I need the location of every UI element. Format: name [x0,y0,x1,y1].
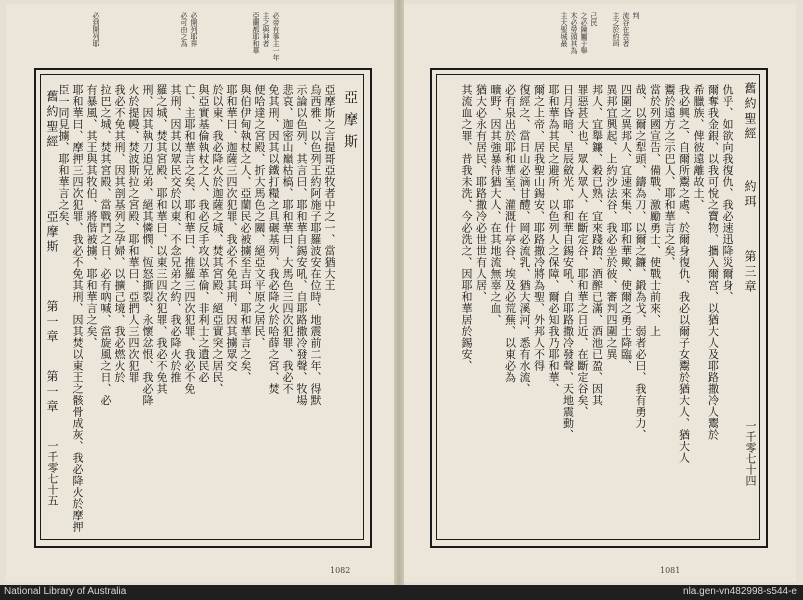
left-column: 於以東、我必降火於迦薩之城、焚其宮殿、絕亞實突之居民、 [211,84,224,395]
right-column: 曠野、因其強暴待猶大人、在其地流無辜之血、 [489,84,502,326]
right-column: 邦人、宜舉鐮、穀已熟、宜來踐踏、酒醡已滿、酒池已盈、因其 [590,84,604,406]
right-note-5: 木必勞頭其為 [570,12,578,54]
left-chapter-label: 第一章 [45,300,59,345]
right-note-1: 主之於約珥 [612,12,620,47]
left-column: 亡、主耶和華言之矣、耶和華曰、推羅三四次犯罪、我必不免 [183,84,196,395]
right-column: 仇乎、如欲向我復仇、我必速迅降災爾身、 [721,84,734,303]
footer-identifier: nla.gen-vn482998-s544-e [683,586,797,597]
left-column: 我必不免其刑、因其剖基列之孕婦、以擴己境、我必燃火於 [113,84,126,383]
left-column: 耶和華曰、迦薩三四次犯罪、我必不免其刑、因其擄眾交 [225,84,238,372]
right-column: 哉、以爾之犁頭、鑄為刀、以爾之鐮、鍛為戈、弱者必曰、我有勇力、 [634,84,647,441]
book-gutter [394,0,404,585]
right-note-7: 己民 [590,12,598,26]
left-column: 烏西雅、以色列王約阿施子耶羅波安在位時、地震前二年、得默 [309,84,322,406]
right-running-head: 舊約聖經 [743,82,757,142]
left-column: 其刑、因其以眾民交於以東、不念兄弟之約、我必降火於推 [169,84,182,383]
right-note-2: 流谷在苦者 [622,12,630,47]
left-running-head: 舊約聖經 [45,90,59,150]
left-section-label: 第一章 [45,370,59,415]
left-note-2: 必可由之為 [180,12,188,47]
right-chapter-label: 第三章 [743,250,757,295]
left-column: 悲哀、迦密山巔枯槁、耶和華曰、大馬色三四次犯罪、我必不 [281,84,294,395]
right-note-6: 之必陳屬于舉 [580,12,588,54]
right-page-number: 一千零七十四 [744,420,757,486]
left-column: 耶和華曰、摩押三四次犯罪、我必不免其刑、因其焚以東王之骸骨成灰、我必降火於摩押 [71,84,84,532]
right-book-name: 約珥 [743,180,757,210]
left-note-5: 主之與神者 [262,12,270,47]
left-column: 示論以色列、其言曰、耶和華自錫安吼、自耶路撒冷發聲、牧場 [295,84,308,406]
left-column: 火於提幔、焚波斯拉之宮殿、耶和華曰、亞捫人三四次犯罪 [127,84,140,383]
footer-institution: National Library of Australia [4,586,127,597]
right-column: 必有泉出於耶和華室、灌溉什亭谷、埃及必荒蕪、以東必為 [503,84,517,383]
left-column: 有暴風、其王與其牧伯、將偕被擄、耶和華言之矣、 [85,84,98,349]
left-column: 與伯伊甸執杖之人、亞蘭民必被擄至吉珥、耶和華言之矣、 [239,84,252,383]
left-book-name: 亞摩斯 [45,210,59,255]
left-column: 亞摩斯之言提哥亞牧者中之一、當猶大王 [323,84,336,291]
left-column: 免其刑、因其以鐵打糧之具碾基列、我必降火於哈薛之宮、焚 [267,84,280,395]
right-column: 日月昏暗、星辰斂光、耶和華自錫安吼、自耶路撒冷發聲、天地震動、 [561,84,575,441]
right-column: 耶和華為其民之避所、以色列人之保障、爾必知我乃耶和華、 [547,84,560,395]
left-page-number: 一千零七十五 [46,440,59,506]
right-column: 鬻於遠方之示巴人、耶和華言之矣、 [663,84,676,268]
right-column: 爾之上帝、居我聖山錫安、耶路撒冷將為聖、外邦人不得 [532,84,546,372]
right-column: 當於列國宣告、備戰、激勵勇士、使戰士前來、上 [648,84,662,337]
left-note-3: 必開列耶界 [190,12,198,47]
right-column: 爾奪我金銀、以我可悅之寶物、攜入爾宮、以猶大人及耶路撒冷人鬻於 [706,84,720,441]
right-column: 復經之、當日山必滴甘醴、岡必流乳、猶大溪河、悉有水流、 [518,84,531,395]
left-note-4: 亞蘭都耶和華 [252,12,260,54]
left-note-6: 必帝有事主一年 [272,12,280,61]
right-column: 罪惡甚大也、眾人眾人、在斷定谷、耶和華之日近、在斷定谷矣、 [576,84,589,418]
right-column: 我必興之、自爾所鬻之處、於爾身復仇、我必以爾子女鬻於猶大人、猶大人 [677,84,691,464]
left-column: 羅之城、焚其宮殿、耶和華曰、以東三四次犯罪、我必不免其 [155,84,168,395]
left-column: 與亞實基倫執杖之人、我必反手攻以革倫、非利士之遺民必 [197,84,210,383]
left-note-1: 必到開列耶 [92,12,100,47]
right-note-4: 主大聖城最 [560,12,568,47]
right-column: 猶大必永有居民、耶路撒冷必世世有人居、 [474,84,488,303]
left-pencil-stamp: 1082 [330,566,351,575]
left-column: 拉巴之城、焚其宮殿、當戰鬥之日、必有吶喊、當旋風之日、必 [99,84,112,406]
library-footer [0,585,803,600]
left-column: 刑、因其執刀追兄弟、絕其憐憫、恆怒撕裂、永懷忿恨、我必降 [141,84,154,406]
left-column: 臣一同見擄、耶和華言之矣、 [57,84,70,234]
right-column: 其流血之罪、昔我未洗、今必洗之、因耶和華居於錫安、 [460,84,473,372]
right-column: 希臘族、俾彼遠離故土、 [692,84,705,211]
right-column: 異邦宜興起、上約沙法谷、我必坐於彼、審判四圍之異 [605,84,618,360]
right-column: 四圍之異邦人、宜速來集、耶和華歟、使爾之勇士降臨、 [619,84,633,372]
left-chapter-title: 亞摩斯 [342,90,358,156]
left-column: 便哈達之宮殿、折大馬色之關、絕亞文平原之居民、 [253,84,266,349]
right-pencil-stamp: 1081 [660,566,681,575]
right-note-3: 判 [632,12,640,19]
